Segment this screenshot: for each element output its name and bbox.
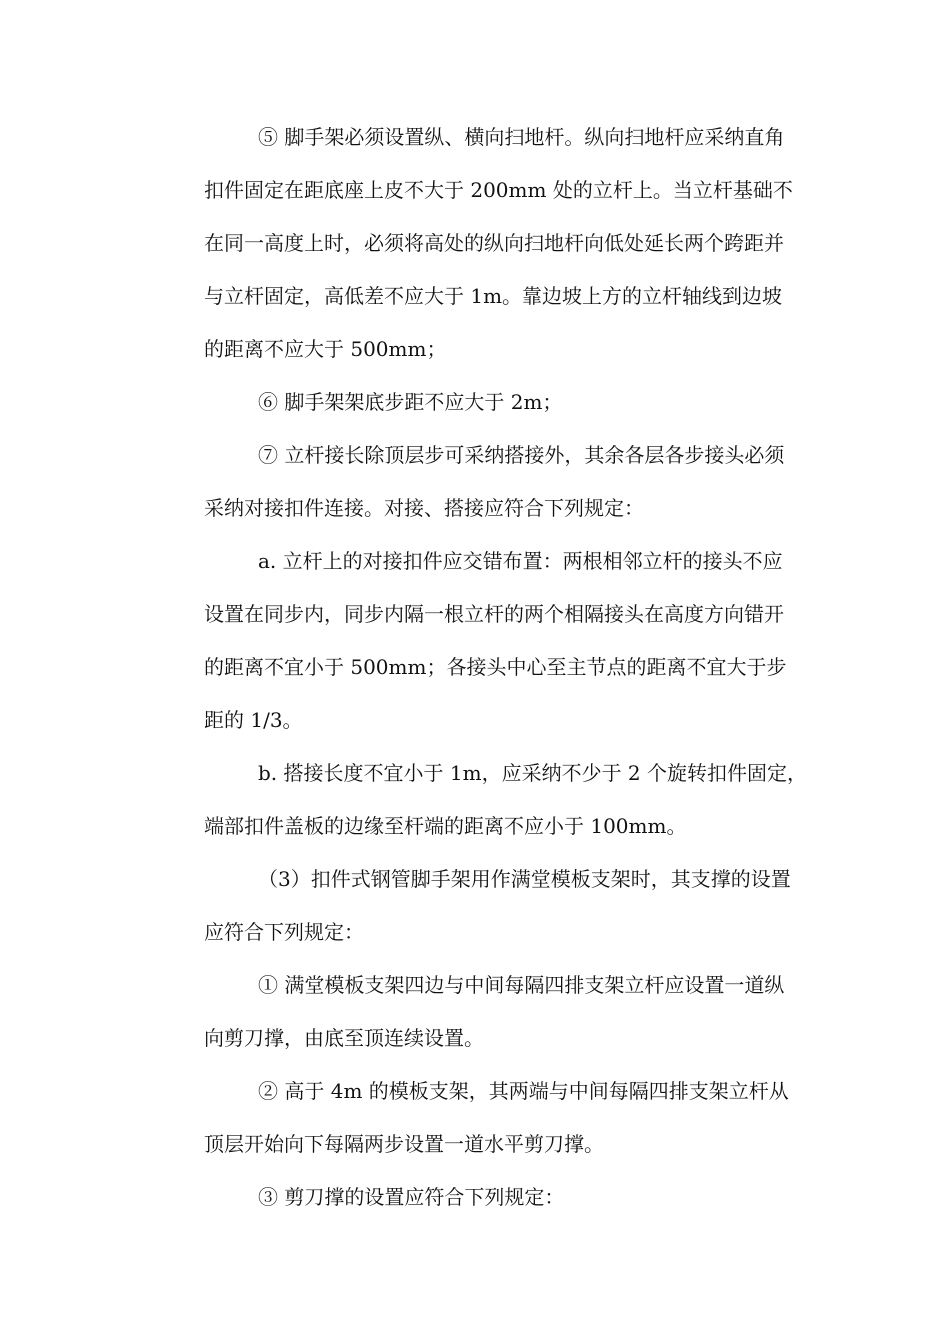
paragraph-b-lap-length — [150, 747, 808, 853]
text-line: 顶层开始向下每隔两步设置一道水平剪刀撑。 — [204, 1132, 604, 1156]
paragraph-2-horizontal-bracing — [150, 1065, 805, 1171]
text-line: ① 满堂模板支架四边与中间每隔四排支架立杆应设置一道纵 — [258, 973, 785, 997]
text-line: a. 立杆上的对接扣件应交错布置：两根相邻立杆的接头不应 — [258, 549, 783, 573]
text-line: 与立杆固定，高低差不应大于 1m。靠边坡上方的立杆轴线到边坡 — [204, 284, 783, 308]
paragraph-7-pole-extension — [150, 429, 805, 535]
text-line: （3）扣件式钢管脚手架用作满堂模板支架时，其支撑的设置 — [258, 867, 791, 891]
paragraph-3-bracing-rules — [150, 1171, 805, 1224]
text-line: ⑦ 立杆接长除顶层步可采纳搭接外，其余各层各步接头必须 — [258, 443, 785, 467]
text-line: ③ 剪刀撑的设置应符合下列规定： — [258, 1185, 565, 1209]
text-line: 在同一高度上时，必须将高处的纵向扫地杆向低处延长两个跨距并 — [204, 231, 784, 255]
text-line: 采纳对接扣件连接。对接、搭接应符合下列规定： — [204, 496, 644, 520]
text-line: b. 搭接长度不宜小于 1m，应采纳不少于 2 个旋转扣件固定， — [258, 761, 808, 785]
text-line: 向剪刀撑，由底至顶连续设置。 — [204, 1026, 484, 1050]
text-line: 扣件固定在距底座上皮不大于 200mm 处的立杆上。当立杆基础不 — [204, 178, 793, 202]
text-line: 的距离不应大于 500mm； — [204, 337, 447, 361]
text-line: ⑥ 脚手架架底步距不应大于 2m； — [258, 390, 563, 414]
text-line: ② 高于 4m 的模板支架，其两端与中间每隔四排支架立杆从 — [258, 1079, 789, 1103]
paragraph-a-butt-couplers — [150, 535, 805, 747]
text-line: 端部扣件盖板的边缘至杆端的距离不应小于 100mm。 — [204, 814, 687, 838]
paragraph-5-sweeping-rods — [150, 111, 805, 376]
text-line: 的距离不宜小于 500mm；各接头中心至主节点的距离不宜大于步 — [204, 655, 787, 679]
paragraph-1-vertical-bracing — [150, 959, 805, 1065]
document-body — [150, 111, 808, 1224]
text-line: 距的 1/3。 — [204, 708, 303, 732]
text-line: 应符合下列规定： — [204, 920, 364, 944]
paragraph-6-bottom-step — [150, 376, 805, 429]
text-line: 设置在同步内，同步内隔一根立杆的两个相隔接头在高度方向错开 — [204, 602, 784, 626]
paragraph-3-formwork-support — [150, 853, 805, 959]
text-line: ⑤ 脚手架必须设置纵、横向扫地杆。纵向扫地杆应采纳直角 — [258, 125, 785, 149]
